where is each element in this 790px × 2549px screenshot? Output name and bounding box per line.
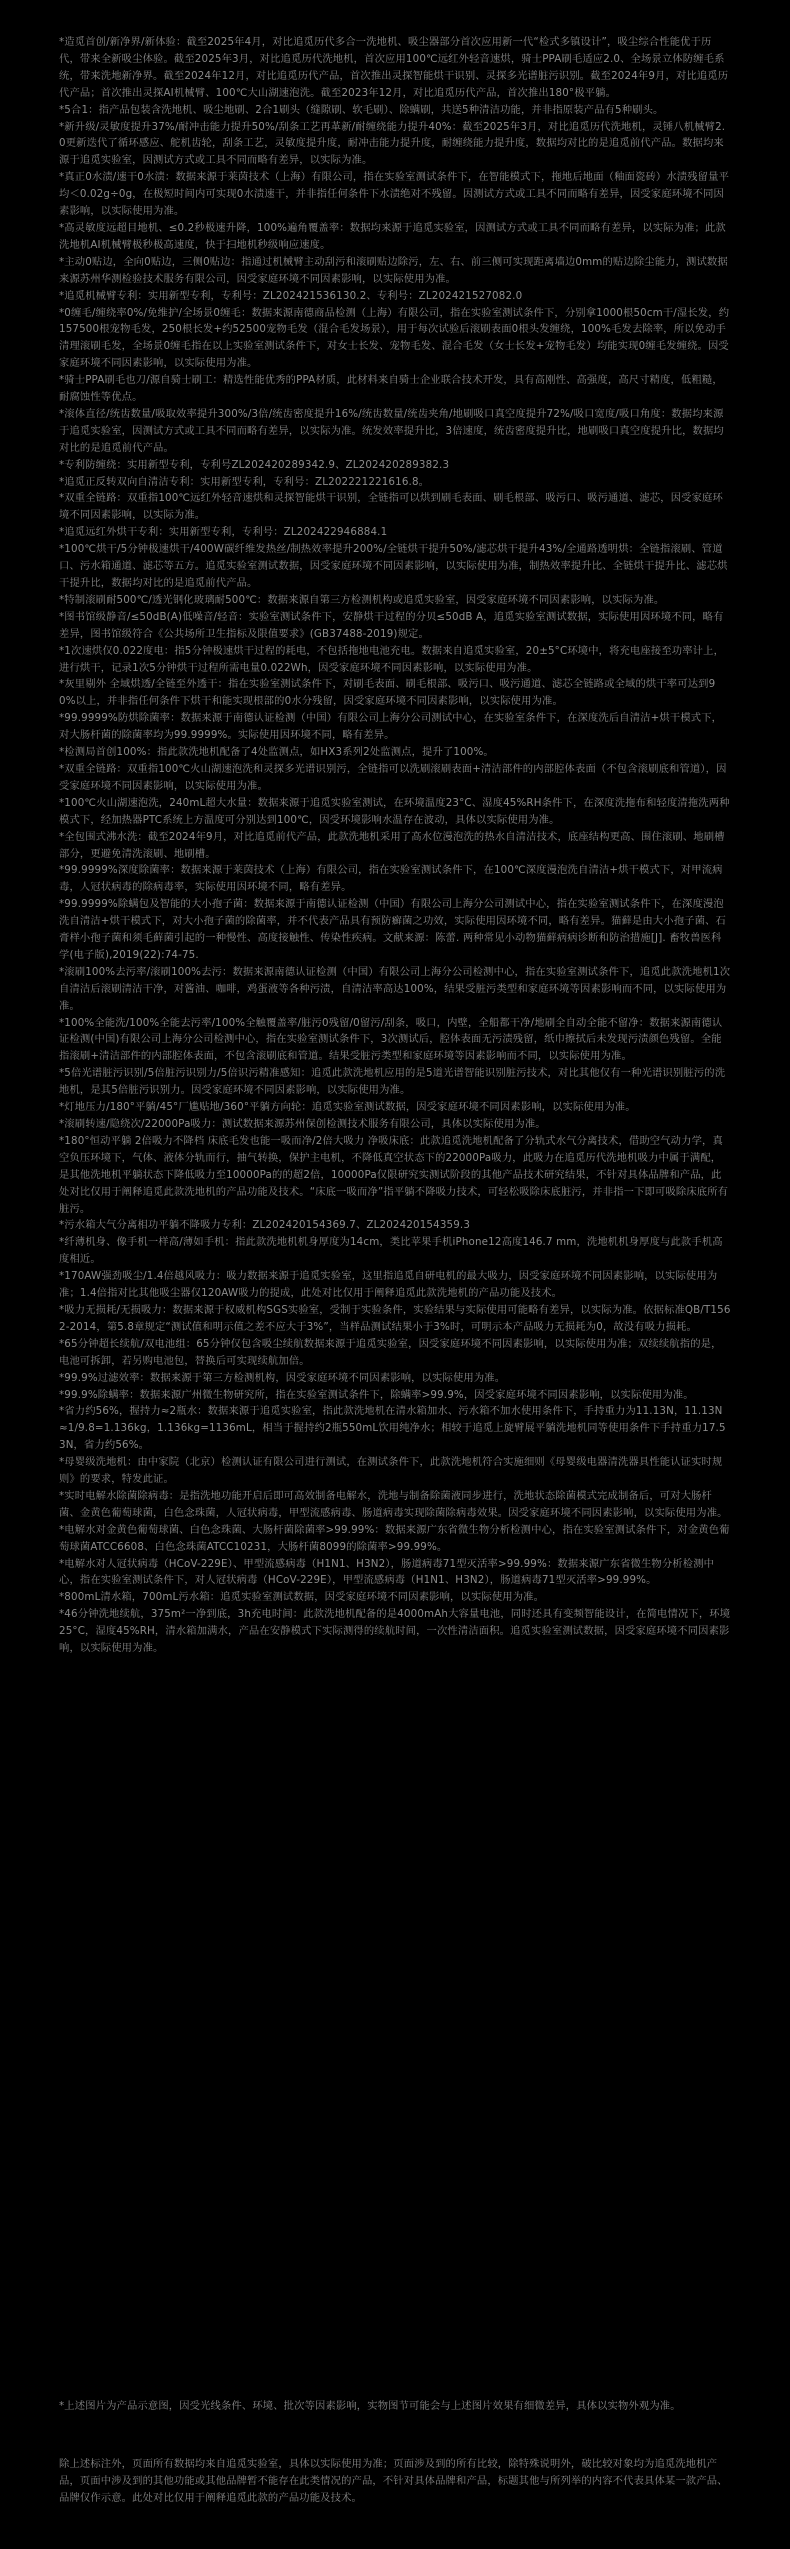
note-zero-tangle: *0缠毛/缠绕率0%/免维护/全场景0缠毛：数据来源南德商品检测（上海）有限公司，指在实验室测试条件下，分别拿1000根50cm干/湿长发，约157500根宠物毛发，250根长发+约52500宠物毛发（混合毛发场景），用于每次试验后滚刷表面0根头发缠绕，100%毛发去除率，所以免动手清理滚刷毛发，全场景0缠毛指在以上实验室测试条件下，对女士长发、宠物毛发、混合毛发（女士长发+宠物毛发）均能实现0缠毛发缠绕。因受家庭环境不同因素影响，以实际使用为准。 xyxy=(59,306,730,370)
note-anti-tangle-patent: *专利防缠绕：实用新型专利，专利号ZL202420289342.9、ZL202420289382.3 xyxy=(59,458,450,471)
data-source-statement: 除上述标注外，页面所有数据均来自追觅实验室，具体以实际使用为准；页面涉及到的所有比较，除特殊说明外，破比较对象均为追觅洗地机产品，页面中涉及到的其他功能或其他品牌暂不能存在此类情况的产品，不针对具体品牌和产品，标题其他与所列举的内容不代表具体某一款产品、品牌仅作示意。此处对比仅用于阐释追觅此款的产品功能及技术。 xyxy=(59,2458,728,2504)
note-suction-speed: *滚刷转速/隐绕次/22000Pa吸力：测试数据来源苏州保创检测技术服务有限公司，具体以实际使用为准。 xyxy=(59,1118,546,1130)
note-antibacterial-dry: *99.9999%防烘除菌率：数据来源于南德认证检测（中国）有限公司上海分公司测试中心，在实验室条件下，在深度洗后自清洁+烘干模式下，对大肠杆菌的除菌率均为99.9999%。实际使用因环境不同，略有差异。 xyxy=(59,712,723,742)
note-ppa-bristle: *骑士PPA刷毛也刀/源自骑士刷工：精选性能优秀的PPA材质，此材料来自骑士企业联合技术开发，具有高刚性、高强度，高尺寸精度，低粗糙，耐腐蚀性等优点。 xyxy=(59,374,723,404)
note-arm-patent: *追觅机械臂专利：实用新型专利，专利号：ZL202421536130.2、专利号：ZL202421527082.0 xyxy=(59,289,523,302)
note-water-tanks: *800mL清水箱，700mL污水箱：追觅实验室测试数据，因受家庭环境不同因素影响，以实际使用为准。 xyxy=(59,1591,545,1604)
note-virus-inactivation: *电解水对人冠状病毒（HCoV-229E）、甲型流感病毒（H1N1、H3N2），肠道病毒71型灭活率>99.99%：数据来源广东省微生物分析检测中心，指在实验室测试条件下，对人冠状病毒（HCoV-229E），甲型流感病毒（H1N1、H3N2），肠道病毒71型灭活率>99.99%。 xyxy=(59,1557,715,1587)
note-dual-full-link-dry: *双重全链路：双重指100℃远红外轻音速烘和灵探智能烘干识别，全链指可以烘到刷毛表面、刷毛根部、吸污口、吸污通道、滤芯，因受家庭环境不同因素影响，以实际为准。 xyxy=(59,492,723,522)
note-infrared-dry-patent: *追觅远红外烘干专利：实用新型专利，专利号：ZL202422946884.1 xyxy=(59,526,388,539)
note-runtime-65min: *65分钟超长续航/双电池组：65分钟仅包含吸尘续航数据来源于追觅实验室，因受家庭环境不同因素影响，以实际使用为准；双续续航指的是，电池可拆卸，若另购电池包，替换后可实现续航加倍。 xyxy=(59,1337,722,1367)
note-slim-body: *纤薄机身、像手机一样高/薄如手机：指此款洗地机机身厚度为14cm，类比苹果手机iPhone12高度146.7 mm，洗地机机身厚度与此款手机高度相近。 xyxy=(59,1236,723,1266)
note-full-surround-wash: *全包围式沸水洗：截至2024年9月，对比追觅前代产品，此款洗地机采用了高水位漫泡洗的热水自清洁技术，底座结构更高、围住滚刷、地刷槽部分，更避免清洗滚刷、地刷槽。 xyxy=(59,830,725,860)
note-zero-water-mark: *真正0水渍/速干0水渍：数据来源于莱茵技术（上海）有限公司，指在实验室测试条件下，在智能模式下，拖地后地面（釉面瓷砖）水渍残留量平均＜0.02g÷0g，在极短时间内可实现0水渍速干，并非指任何条件下水渍绝对不残留。因测试方式或工具不同而略有差异，因受家庭环境不同因素影响，以实际使用为准。 xyxy=(59,171,730,218)
note-separation-patent: *污水箱大气分离相功平躺不降吸力专利：ZL202420154369.7、ZL202420154359.3 xyxy=(59,1219,471,1232)
note-deep-sterilization: *99.9999%深度除菌率：数据来源于莱茵技术（上海）有限公司，指在实验室测试条件下，在100℃深度漫泡洗自清洁+烘干模式下，对甲流病毒，人冠状病毒的除病毒率，实际使用因环境不同，略有差异。 xyxy=(59,864,723,894)
disclaimer-notes-list xyxy=(59,34,731,1657)
note-spectral-detection: *5倍光谱脏污识别/5倍脏污识别力/5倍识污精准感知：追觅此款洗地机应用的是5道光谱智能识别脏污技术，对比其他仅有一种光谱识别脏污的洗地机，是其5倍脏污识别力。因受家庭环境不同因素影响，以实际使用为准。 xyxy=(59,1067,726,1097)
note-100c-dry: *100℃烘干/5分钟极速烘干/400W碳纤维发热丝/制热效率提升200%/全链烘干提升50%/滤芯烘干提升43%/全通路透明烘：全链指滚刷、管道口、污水箱通道、滤芯等五方。追觅实验室测试数据，因受家庭环境不同因素影响，以实际使用为准，制热效率提升比、全链烘干提升比、滤芯烘干提升比，数据均对比的是追觅前代产品。 xyxy=(59,543,728,589)
note-bacteria-removal: *电解水对金黄色葡萄球菌、白色念珠菌、大肠杆菌除菌率>99.99%：数据来源广东省微生物分析检测中心，指在实验室测试条件下，对金黄色葡萄球菌ATCC6608、白色念珠菌ATCC10231，大肠杆菌8099的除菌率>99.99%。 xyxy=(59,1523,730,1553)
note-first-launch: *造觅首创/新净界/新体验：截至2025年4月，对比追觅历代多合一洗地机、吸尘器部分首次应用新一代“检式多镇设计”，吸尘综合性能优于历代，带来全新吸尘体验。截至2025年3月，对比追觅历代洗地机，首次应用100℃远红外轻音速烘，骑士PPA刷毛适应2.0、全场景立体防缠毛系统，带来洗地新净界。截至2024年12月，对比追觅历代产品，首次推出灵探智能烘干识别、灵探多光谱脏污识别。截至2024年9月，对比追觅历代产品；首次推出灵探AI机械臂、100℃大山湖速泡洗。截至2023年12月，对比追觅历代产品，首次推出180°极平躺。 xyxy=(59,36,729,99)
note-effort-saving: *省力约56%，握持力≈2瓶水：数据来源于追觅实验室，指此款洗地机在清水箱加水、污水箱不加水使用条件下，手持重力为11.13N，11.13N≈1/9.8=1.136kg，1.136kg=1136mL，相当于握持约2瓶550mL饮用纯净水；相较于追觅上旋臂展平躺洗地机同等使用条件下手持重力17.53N，省力约56%。 xyxy=(59,1405,726,1452)
image-disclaimer: *上述图片为产品示意图，因受光线条件、环境、批次等因素影响，实物图节可能会与上述图片效果有细微差异，具体以实物外观为准。 xyxy=(59,2400,681,2412)
note-5in1: *5合1：指产品包装含洗地机、吸尘地刷、2合1刷头（缝隙刷、软毛刷）、除螨刷，共送5种清洁功能，并非指原装产品有5种刷头。 xyxy=(59,103,664,116)
note-mite-removal: *99.9%除螨率：数据来源广州微生物研究所，指在实验室测试条件下，除螨率>99.9%，因受家庭环境不同因素影响，以实际使用为准。 xyxy=(59,1388,694,1401)
note-zero-edge: *主动0贴边，全向0贴边，三侧0贴边：指通过机械臂主动刮污和滚刷贴边除污，左、右、前三侧可实现距离墙边0mm的贴边除尘能力，测试数据来源苏州华测检验技术服务有限公司，因受家庭环境不同因素影响，以实际使用为准。 xyxy=(59,255,728,285)
note-high-sensitivity: *高灵敏度远超目地机、≤0.2秒极速升降，100%遍角覆盖率：数据均来源于追觅实验室，因测试方式或工具不同而略有差异，以实际为准；此款洗地机AI机械臂极秒极高速度，快于扫地机秒级响应速度。 xyxy=(59,221,726,251)
note-46min-runtime: *46分钟洗地续航，375m²一净到底，3h充电时间：此款洗地机配备的是4000mAh大容量电池，同时还具有变频智能设计，在简电情况下，环境25°C，湿度45%RH，清水箱加满水，产品在安静模式下实际测得的续航时间，一次性清洁面积。追觅实验室测试数据，因受家庭环境不同因素影响，以实际使用为准。 xyxy=(59,1608,731,1655)
note-full-area-dry: *灰里剔外 全域烘透/全链至外透干：指在实验室测试条件下，对刷毛表面、刷毛根部、吸污口、吸污通道、滤芯全链路或全域的烘干率可达到90%以上，并非指任何条件下烘干和能实现根部的0水分残留，因受家庭环境不同因素影响，以实际使用为准。 xyxy=(59,678,716,708)
note-no-suction-loss: *吸力无损耗/无损吸力：数据来源于权威机构SGS实验室，受制于实验条件，实验结果与实际使用可能略有差异，以实际为准。依据标准QB/T1562-2014，第5.8章规定“测试值和明示值之差不应大于3%”，当样品测试结果小于3%时，可明示本产品吸力无损耗为0，故没有吸力损耗。 xyxy=(59,1303,731,1333)
note-heat-resistant: *特制滚刷耐500℃/透光钢化玻璃耐500℃：数据来源自第三方检测机构或追觅实验室，因受家庭环境不同因素影响，以实际为准。 xyxy=(59,593,665,606)
note-arm-upgrade: *新升级/灵敏度提升37%/耐冲击能力提升50%/刮条工艺再革新/耐缠绕能力提升40%：截至2025年3月，对比追觅历代洗地机，灵锤八机械臂2.0更新迭代了循环感应、舵机齿轮，刮条工艺，灵敏度提升度，耐冲击能力提升度，耐缠绕能力提升度，数据均对比的是追觅前代产品。数据均来源于追觅实验室，因测试方式或工具不同而略有差异，以实际为准。 xyxy=(59,120,726,167)
note-roller-stain-removal: *滚刷100%去污率/滚刷100%去污：数据来源南德认证检测（中国）有限公司上海分公司检测中心，指在实验室测试条件下，追觅此款洗地机1次自清洁后滚刷清洁干净，对酱油、咖啡，鸡蛋液等各种污渍，自清洁率高达100%，结果受脏污类型和家庭环境等因素影响而不同，以实际使用为准。 xyxy=(59,965,731,1012)
note-maternal-infant: *母婴级洗地机：由中家院（北京）检测认证有限公司进行测试，在测试条件下，此款洗地机符合实施细则《母婴级电器清洗器具性能认证实时规则》的要求，特发此证。 xyxy=(59,1456,723,1486)
note-180-lay-flat-suction: *180°恒动平躺 2倍吸力不降档 床底毛发也能一吸而净/2倍大吸力 净吸床底：此款追觅洗地机配备了分轨式水气分离技术，借助空气动力学，真空负压环境下，气体、液体分轨而行，抽气转换，保护主电机，不降低真空状态下的22000Pa吸力，此吸力在追觅历代洗地机吸力中属于满配，是其他洗地机平躺状态下降低吸力至10000Pa的的超2倍，10000Pa仅限研究实测试阶段的其他产品技术研究结果，不针对具体品牌和产品，此处对比仅用于阐释追觅此款洗地机的产品功能及技术。“床底一吸而净”指平躺不降吸力技术，可轻松吸除床底脏污，并非指一下即可吸除床底所有脏污。 xyxy=(59,1134,729,1215)
note-mite-fungus: *99.9999%除螨包及智能的大小孢子菌：数据来源于南德认证检测（中国）有限公司上海分公司测试中心，指在实验室测试条件下，在深度漫泡洗自清洁+烘干模式下，对大小孢子菌的除菌率，并不代表产品具有预防癣菌之功效，实际使用因环境不同，略有差异。猫藓是由大小孢子菌、石膏样小孢子菌和须毛藓菌引起的一种慢性、高度接触性、传染性疾病。文献来源：陈蕾. 两种常见小动物猫藓病病诊断和防治措施[J]. 畜牧兽医科学(电子版),2019(22):74-75. xyxy=(59,898,726,961)
note-low-noise: *图书馆级静音/≤50dB(A)低噪音/轻音：实验室测试条件下，安静烘干过程的分贝≤50dB A，追觅实验室测试数据，实际使用因环境不同，略有差异，图书馆级符合《公共场所卫生指标及限值要求》(GB37488-2019)规定。 xyxy=(59,610,724,640)
note-dual-full-link-wash: *双重全链路：双重指100℃火山湖速泡洗和灵探多光谱识别污，全链指可以洗刷滚刷表面+清洁部件的内部腔体表面（不包含滚刷底和管道），因受家庭环境不同因素影响，以实际使用为准。 xyxy=(59,762,727,792)
note-self-clean-patent: *追觅正反转双向自清洁专利：实用新型专利，专利号：ZL202221221616.8。 xyxy=(59,475,430,488)
note-170aw-suction: *170AW强劲吸尘/1.4倍越风吸力：吸力数据来源于追觅实验室，这里指追觅自研电机的最大吸力，因受家庭环境不同因素影响，以实际使用为准；1.4倍指对比其他吸尘器仅120AW吸力的提成，此处对比仅用于阐释追觅此款洗地机的产品功能及技术。 xyxy=(59,1270,718,1300)
note-filter-efficiency: *99.9%过滤效率：数据来源于第三方检测机构，因受家庭环境不同因素影响，以实际使用为准。 xyxy=(59,1371,506,1384)
note-power-usage: *1次速烘仅0.022度电：指5分钟极速烘干过程的耗电，不包括拖地电池充电。数据来自追觅实验室，20±5°C环境中，将充电座接至功率计上，进行烘干，记录1次5分钟烘干过程所需电量0.022Wh，因受家庭环境不同因素影响，以实际使用为准。 xyxy=(59,644,725,674)
note-detection-points: *检测局首创100%：指此款洗地机配备了4处监测点，如HX3系列2处监测点，提升了100%。 xyxy=(59,746,494,759)
note-lay-flat: *灯地压力/180°平躺/45°厂尴贴地/360°平躺方向轮：追觅实验室测试数据，因受家庭环境不同因素影响，以实际使用为准。 xyxy=(59,1101,636,1114)
note-electrolyzed-water: *实时电解水除菌除病毒：是指洗地功能开启后即可高效制备电解水，洗地与制备除菌液同步进行，洗地状态除菌模式完成制备后，可对大肠杆菌、金黄色葡萄球菌，白色念珠菌，人冠状病毒，甲型流感病毒、肠道病毒实现除菌除病毒效果。因受家庭环境不同因素影响，以实际使用为准。 xyxy=(59,1489,728,1519)
note-100c-wash: *100℃火山湖速泡洗，240mL超大水量：数据来源于追觅实验室测试，在环境温度23°C、湿度45%RH条件下，在深度洗拖布和轻度清拖洗两种模式下，经加热器PTC系统上方温度可分别达到100℃，因受环境影响水温存在波动，具体以实际使用为准。 xyxy=(59,796,730,826)
note-roller-specs: *滚体直径/统齿数量/吸取效率提升300%/3倍/统齿密度提升16%/统齿数量/统齿夹角/地刷吸口真空度提升72%/吸口宽度/吸口角度：数据均来源于追觅实验室，因测试方式或工具不同而略有差异，以实际为准。统发效率提升比，3倍速度，统齿密度提升比，地刷吸口真空度提升比，数据均对比的是追觅前代产品。 xyxy=(59,407,724,454)
note-all-round-wash: *100%全能洗/100%全能去污率/100%全触覆盖率/脏污0残留/0留污/刮条，吸口，内壁，全船都干净/地刷全自动全能不留净：数据来源南德认证检测(中国)有限公司上海分公司检测中心，指在实验室测试条件下，3次测试后，腔体表面无污渍残留，纸巾擦拭后未发现污渍颜色残留。全能指滚刷+清洁部件的内部腔体表面，不包含滚刷底和管道。结果受脏污类型和家庭环境等因素影响而不同，以实际使用为准。 xyxy=(59,1016,723,1063)
